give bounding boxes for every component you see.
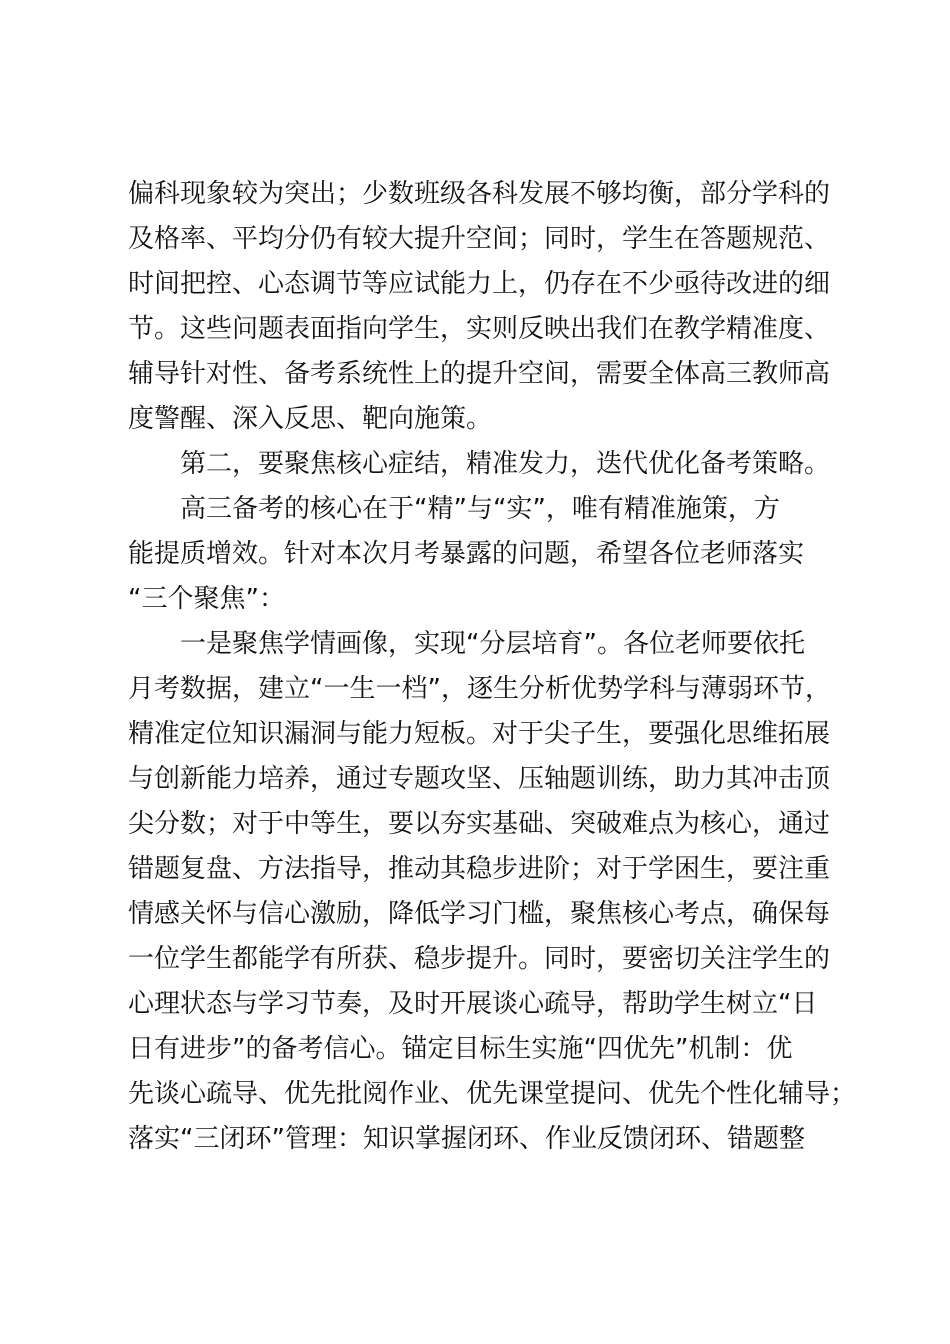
- text-line: 辅导针对性、备考系统性上的提升空间，需要全体高三教师高: [128, 359, 831, 389]
- text-line: 先谈心疏导、优先批阅作业、优先课堂提问、优先个性化辅导；: [128, 1079, 857, 1109]
- text-line: 日有进步”的备考信心。锚定目标生实施“四优先”机制：优: [128, 1034, 793, 1064]
- text-line: 精准定位知识漏洞与能力短板。对于尖子生，要强化思维拓展: [128, 719, 831, 749]
- text-line: 一位学生都能学有所获、稳步提升。同时，要密切关注学生的: [128, 944, 831, 974]
- text-line: 节。这些问题表面指向学生，实则反映出我们在教学精准度、: [128, 314, 831, 344]
- text-line: 与创新能力培养，通过专题攻坚、压轴题训练，助力其冲击顶: [128, 764, 831, 794]
- document-body: [128, 172, 857, 1162]
- text-line: 时间把控、心态调节等应试能力上，仍存在不少亟待改进的细: [128, 269, 831, 299]
- text-line: 情感关怀与信心激励，降低学习门槛，聚焦核心考点，确保每: [128, 899, 831, 929]
- text-line: 尖分数；对于中等生，要以夯实基础、突破难点为核心，通过: [128, 809, 831, 839]
- text-line: 心理状态与学习节奏，及时开展谈心疏导，帮助学生树立“日: [128, 989, 818, 1019]
- text-line: 及格率、平均分仍有较大提升空间；同时，学生在答题规范、: [128, 224, 831, 254]
- text-line: “三个聚焦”：: [128, 584, 285, 614]
- section-heading: 第二，要聚焦核心症结，精准发力，迭代优化备考策略。: [128, 449, 831, 479]
- text-line: 一是聚焦学情画像，实现“分层培育”。各位老师要依托: [128, 629, 805, 659]
- text-line: 高三备考的核心在于“精”与“实”，唯有精准施策，方: [128, 494, 780, 524]
- text-line: 度警醒、深入反思、靶向施策。: [128, 404, 493, 434]
- text-line: 月考数据，建立“一生一档”，逐生分析优势学科与薄弱环节，: [128, 674, 831, 704]
- text-line: 偏科现象较为突出；少数班级各科发展不够均衡，部分学科的: [128, 179, 831, 209]
- text-line: 落实“三闭环”管理：知识掌握闭环、作业反馈闭环、错题整: [128, 1124, 805, 1154]
- text-line: 能提质增效。针对本次月考暴露的问题，希望各位老师落实: [128, 539, 805, 569]
- text-line: 错题复盘、方法指导，推动其稳步进阶；对于学困生，要注重: [128, 854, 831, 884]
